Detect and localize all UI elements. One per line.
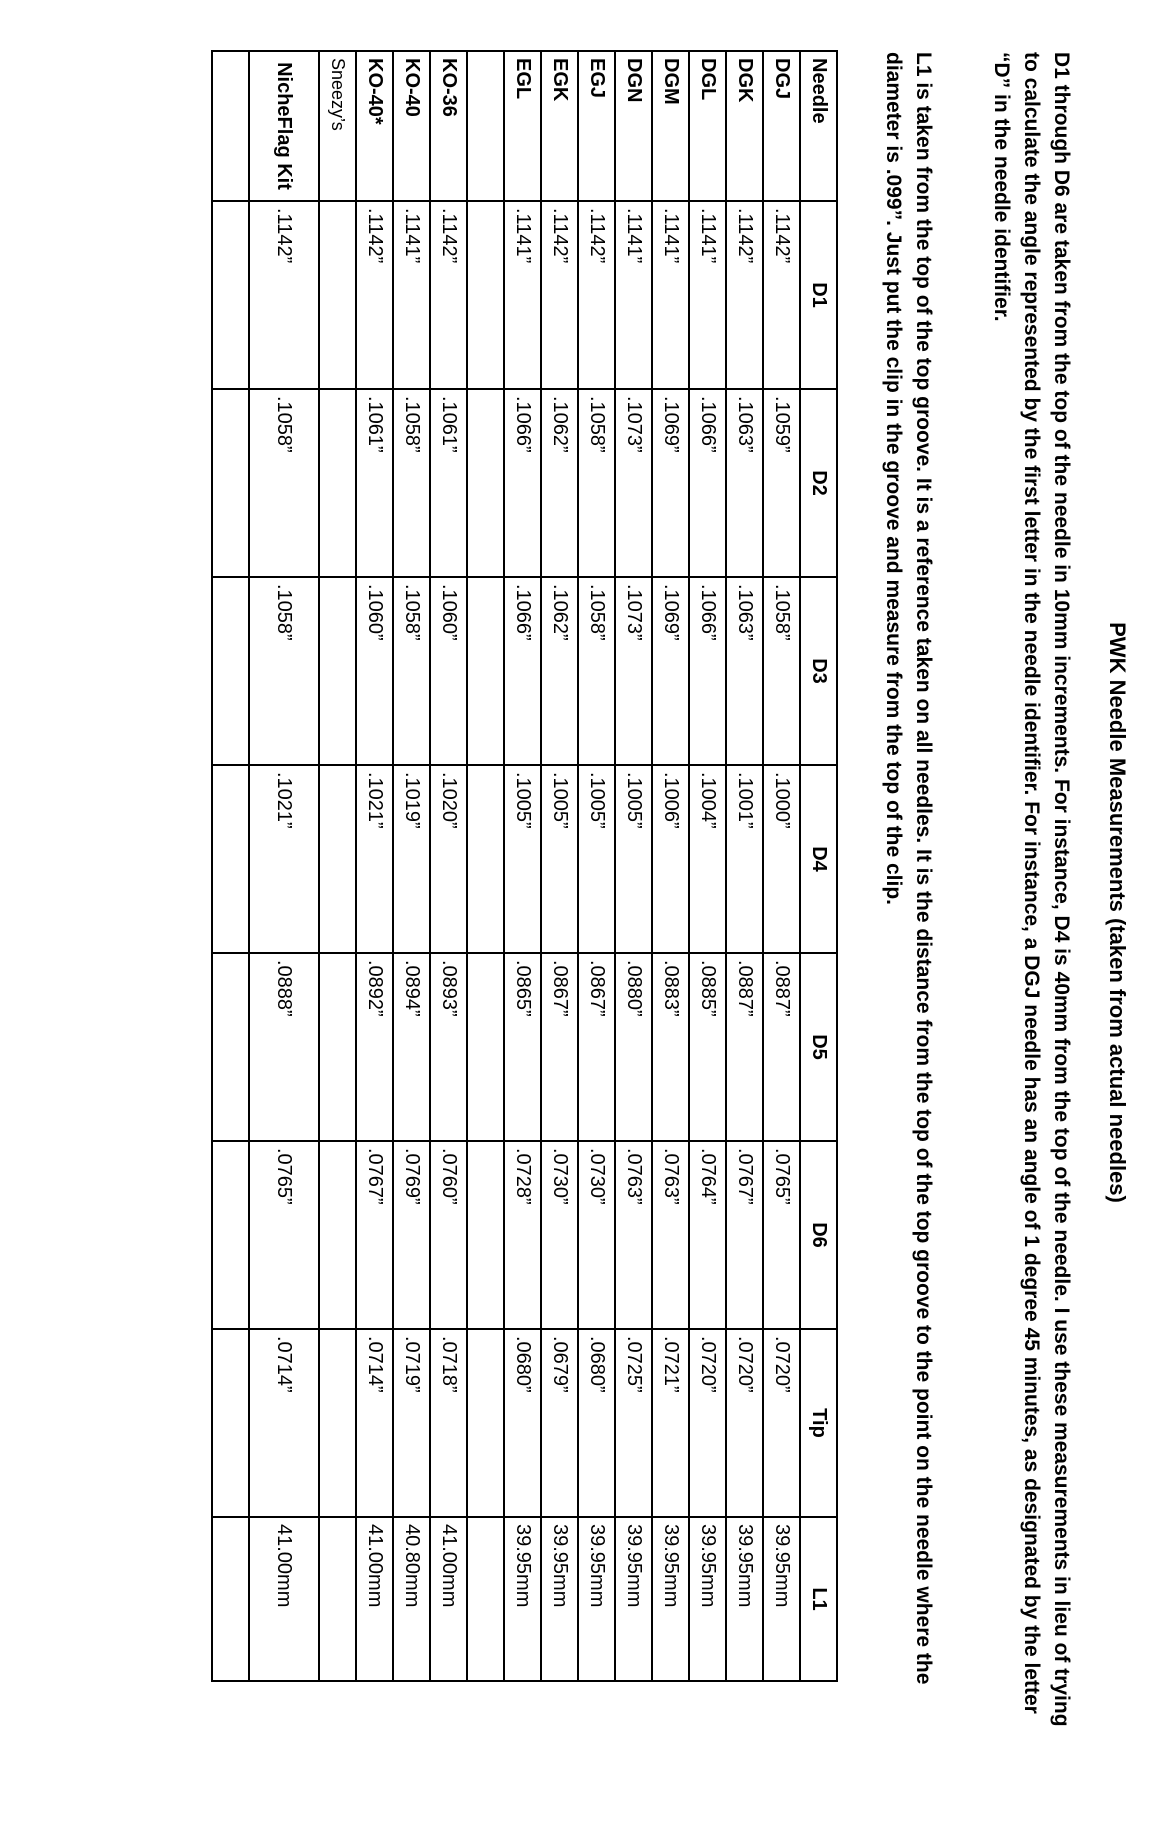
table-row	[249, 51, 319, 1681]
column-header: L1	[800, 1517, 837, 1681]
column-header: Tip	[800, 1329, 837, 1517]
column-header: Needle	[800, 51, 837, 201]
measurement-cell	[319, 389, 356, 577]
measurement-cell: .1069”	[652, 577, 689, 765]
measurement-cell: .1059”	[763, 389, 800, 577]
measurement-cell: .0720”	[726, 1329, 763, 1517]
needle-name-cell	[467, 51, 504, 201]
measurement-cell: .1058”	[763, 577, 800, 765]
needle-name-cell: KO-40*	[356, 51, 393, 201]
measurement-cell	[467, 201, 504, 389]
measurement-cell: 39.95mm	[504, 1517, 541, 1681]
measurement-cell: 39.95mm	[578, 1517, 615, 1681]
table-row	[615, 51, 652, 1681]
measurement-cell: .1058”	[578, 389, 615, 577]
table-row	[652, 51, 689, 1681]
measurement-cell	[467, 1329, 504, 1517]
measurement-cell: .0718”	[430, 1329, 467, 1517]
table-row	[356, 51, 393, 1681]
measurement-cell: 39.95mm	[689, 1517, 726, 1681]
measurement-cell: .0887”	[726, 953, 763, 1141]
measurement-cell	[467, 765, 504, 953]
measurement-cell: 39.95mm	[726, 1517, 763, 1681]
measurement-cell: .0867”	[541, 953, 578, 1141]
measurement-cell: .1000”	[763, 765, 800, 953]
table-row	[763, 51, 800, 1681]
measurement-cell: .0680”	[578, 1329, 615, 1517]
needle-measurements-table	[211, 50, 838, 1682]
measurement-cell: .1142”	[726, 201, 763, 389]
measurement-cell: .1021”	[249, 765, 319, 953]
measurement-cell	[319, 577, 356, 765]
table-row	[578, 51, 615, 1681]
table-row	[430, 51, 467, 1681]
table-header-row	[800, 51, 837, 1681]
measurement-cell: .1063”	[726, 389, 763, 577]
measurement-cell: .1141”	[652, 201, 689, 389]
column-header: D3	[800, 577, 837, 765]
measurement-cell: .0720”	[689, 1329, 726, 1517]
measurement-cell: .1060”	[430, 577, 467, 765]
measurement-cell: .0880”	[615, 953, 652, 1141]
measurement-cell	[319, 1329, 356, 1517]
needle-name-cell: KO-40	[393, 51, 430, 201]
measurement-cell: .0865”	[504, 953, 541, 1141]
paragraph-l1-measurement: L1 is taken from the top of the top groove. It is a reference taken on all needles. It is the distance from the top of the top groove to the point on the needle where the diameter is .099”. Just put the clip in the groove and measure from the top of the clip.	[882, 52, 935, 1685]
measurement-cell	[212, 577, 249, 765]
measurement-cell: .0892”	[356, 953, 393, 1141]
measurement-cell: .1073”	[615, 389, 652, 577]
measurement-cell: .1005”	[578, 765, 615, 953]
column-header: D1	[800, 201, 837, 389]
needle-name-cell	[212, 51, 249, 201]
measurement-cell: .0769”	[393, 1141, 430, 1329]
measurement-cell	[319, 765, 356, 953]
measurement-cell	[319, 953, 356, 1141]
measurement-cell: .1141”	[393, 201, 430, 389]
measurement-cell: .0763”	[615, 1141, 652, 1329]
measurement-cell: 39.95mm	[652, 1517, 689, 1681]
measurement-cell: 41.00mm	[430, 1517, 467, 1681]
page-title: PWK Needle Measurements (taken from actual needles)	[1105, 622, 1130, 1203]
measurement-cell: .1058”	[578, 577, 615, 765]
measurement-cell	[467, 577, 504, 765]
measurement-cell: 39.95mm	[615, 1517, 652, 1681]
measurement-cell: .0721”	[652, 1329, 689, 1517]
measurement-cell: .1021”	[356, 765, 393, 953]
table-row	[212, 51, 249, 1681]
table-row	[689, 51, 726, 1681]
needle-name-cell: DGK	[726, 51, 763, 201]
measurement-cell: .1142”	[356, 201, 393, 389]
measurement-cell: .0760”	[430, 1141, 467, 1329]
table-row	[504, 51, 541, 1681]
measurement-cell: .1001”	[726, 765, 763, 953]
measurement-cell: .1061”	[430, 389, 467, 577]
measurement-cell	[212, 1329, 249, 1517]
measurement-cell: .1005”	[615, 765, 652, 953]
measurement-cell	[212, 765, 249, 953]
column-header: D2	[800, 389, 837, 577]
measurement-cell: .0764”	[689, 1141, 726, 1329]
needle-name-cell: DGJ	[763, 51, 800, 201]
needle-name-cell: EGJ	[578, 51, 615, 201]
table-row	[467, 51, 504, 1681]
measurement-cell: 41.00mm	[249, 1517, 319, 1681]
measurement-cell	[467, 389, 504, 577]
measurement-cell: .0767”	[356, 1141, 393, 1329]
measurement-cell: .1005”	[504, 765, 541, 953]
measurement-cell: .0893”	[430, 953, 467, 1141]
table-row	[393, 51, 430, 1681]
measurement-cell	[319, 1517, 356, 1681]
measurement-cell: .1066”	[689, 389, 726, 577]
needle-name-cell: DGN	[615, 51, 652, 201]
measurement-cell: .0725”	[615, 1329, 652, 1517]
column-header: D4	[800, 765, 837, 953]
measurement-cell	[467, 1141, 504, 1329]
measurement-cell: .1058”	[393, 577, 430, 765]
measurement-cell: .0767”	[726, 1141, 763, 1329]
measurement-cell: .1142”	[763, 201, 800, 389]
measurement-cell: .1020”	[430, 765, 467, 953]
measurement-cell: 39.95mm	[763, 1517, 800, 1681]
measurement-cell: .1058”	[393, 389, 430, 577]
measurement-cell: .1066”	[504, 577, 541, 765]
measurement-cell: .0714”	[249, 1329, 319, 1517]
measurement-cell: .0883”	[652, 953, 689, 1141]
measurement-cell: .0885”	[689, 953, 726, 1141]
paragraph-d-measurements: D1 through D6 are taken from the top of the needle in 10mm increments. For instance, D4 is 40mm from the top of the needle. I use these measurements in lieu of trying to calculate the angle represented by the first letter in the needle identifier. For instance, a DGJ needle has an angle of 1 degree 45 minutes, as designated by the letter “D” in the needle identifier.	[990, 52, 1073, 1727]
measurement-cell: .0765”	[763, 1141, 800, 1329]
measurement-cell: .1061”	[356, 389, 393, 577]
measurement-cell: 41.00mm	[356, 1517, 393, 1681]
measurement-cell	[319, 201, 356, 389]
measurement-cell: .1066”	[504, 389, 541, 577]
measurement-cell: .1142”	[430, 201, 467, 389]
measurement-cell	[212, 953, 249, 1141]
measurement-cell: 40.80mm	[393, 1517, 430, 1681]
measurement-cell: .0888”	[249, 953, 319, 1141]
column-header: D5	[800, 953, 837, 1141]
measurement-cell: .1062”	[541, 577, 578, 765]
needle-name-cell: EGK	[541, 51, 578, 201]
measurement-cell: .1141”	[689, 201, 726, 389]
measurement-cell: .0894”	[393, 953, 430, 1141]
measurement-cell: .1004”	[689, 765, 726, 953]
needle-name-cell: DGM	[652, 51, 689, 201]
measurement-cell: .1058”	[249, 389, 319, 577]
measurement-cell: .1058”	[249, 577, 319, 765]
measurement-cell	[319, 1141, 356, 1329]
measurement-cell: .0867”	[578, 953, 615, 1141]
measurement-cell: .1069”	[652, 389, 689, 577]
measurement-cell: .0680”	[504, 1329, 541, 1517]
needle-name-cell: DGL	[689, 51, 726, 201]
measurement-cell: .1060”	[356, 577, 393, 765]
table-row	[541, 51, 578, 1681]
measurement-cell: .1006”	[652, 765, 689, 953]
measurement-cell: .0728”	[504, 1141, 541, 1329]
measurement-cell	[212, 1141, 249, 1329]
measurement-cell: .1141”	[615, 201, 652, 389]
needle-name-cell: NicheFlag Kit	[249, 51, 319, 201]
needle-name-cell: EGL	[504, 51, 541, 201]
measurement-cell: .0714”	[356, 1329, 393, 1517]
measurement-cell	[467, 1517, 504, 1681]
table-row	[726, 51, 763, 1681]
measurement-cell: .0765”	[249, 1141, 319, 1329]
needle-name-cell: KO-36	[430, 51, 467, 201]
measurement-cell: .1142”	[541, 201, 578, 389]
measurement-cell: .1063”	[726, 577, 763, 765]
measurement-cell: .0887”	[763, 953, 800, 1141]
measurement-cell: .1141”	[504, 201, 541, 389]
measurement-cell	[212, 389, 249, 577]
measurement-cell	[212, 1517, 249, 1681]
measurement-cell: .1019”	[393, 765, 430, 953]
measurement-cell	[467, 953, 504, 1141]
measurement-cell: .1073”	[615, 577, 652, 765]
measurement-cell: .1142”	[578, 201, 615, 389]
table-row	[319, 51, 356, 1681]
measurement-cell: .1066”	[689, 577, 726, 765]
measurement-cell: .1005”	[541, 765, 578, 953]
measurement-cell: .1062”	[541, 389, 578, 577]
measurement-cell	[212, 201, 249, 389]
measurement-cell: 39.95mm	[541, 1517, 578, 1681]
column-header: D6	[800, 1141, 837, 1329]
needle-name-cell: Sneezy’s	[319, 51, 356, 201]
measurement-cell: .0679”	[541, 1329, 578, 1517]
measurement-cell: .0730”	[578, 1141, 615, 1329]
measurement-cell: .0730”	[541, 1141, 578, 1329]
measurement-cell: .1142”	[249, 201, 319, 389]
measurement-cell: .0720”	[763, 1329, 800, 1517]
measurement-cell: .0719”	[393, 1329, 430, 1517]
measurement-cell: .0763”	[652, 1141, 689, 1329]
